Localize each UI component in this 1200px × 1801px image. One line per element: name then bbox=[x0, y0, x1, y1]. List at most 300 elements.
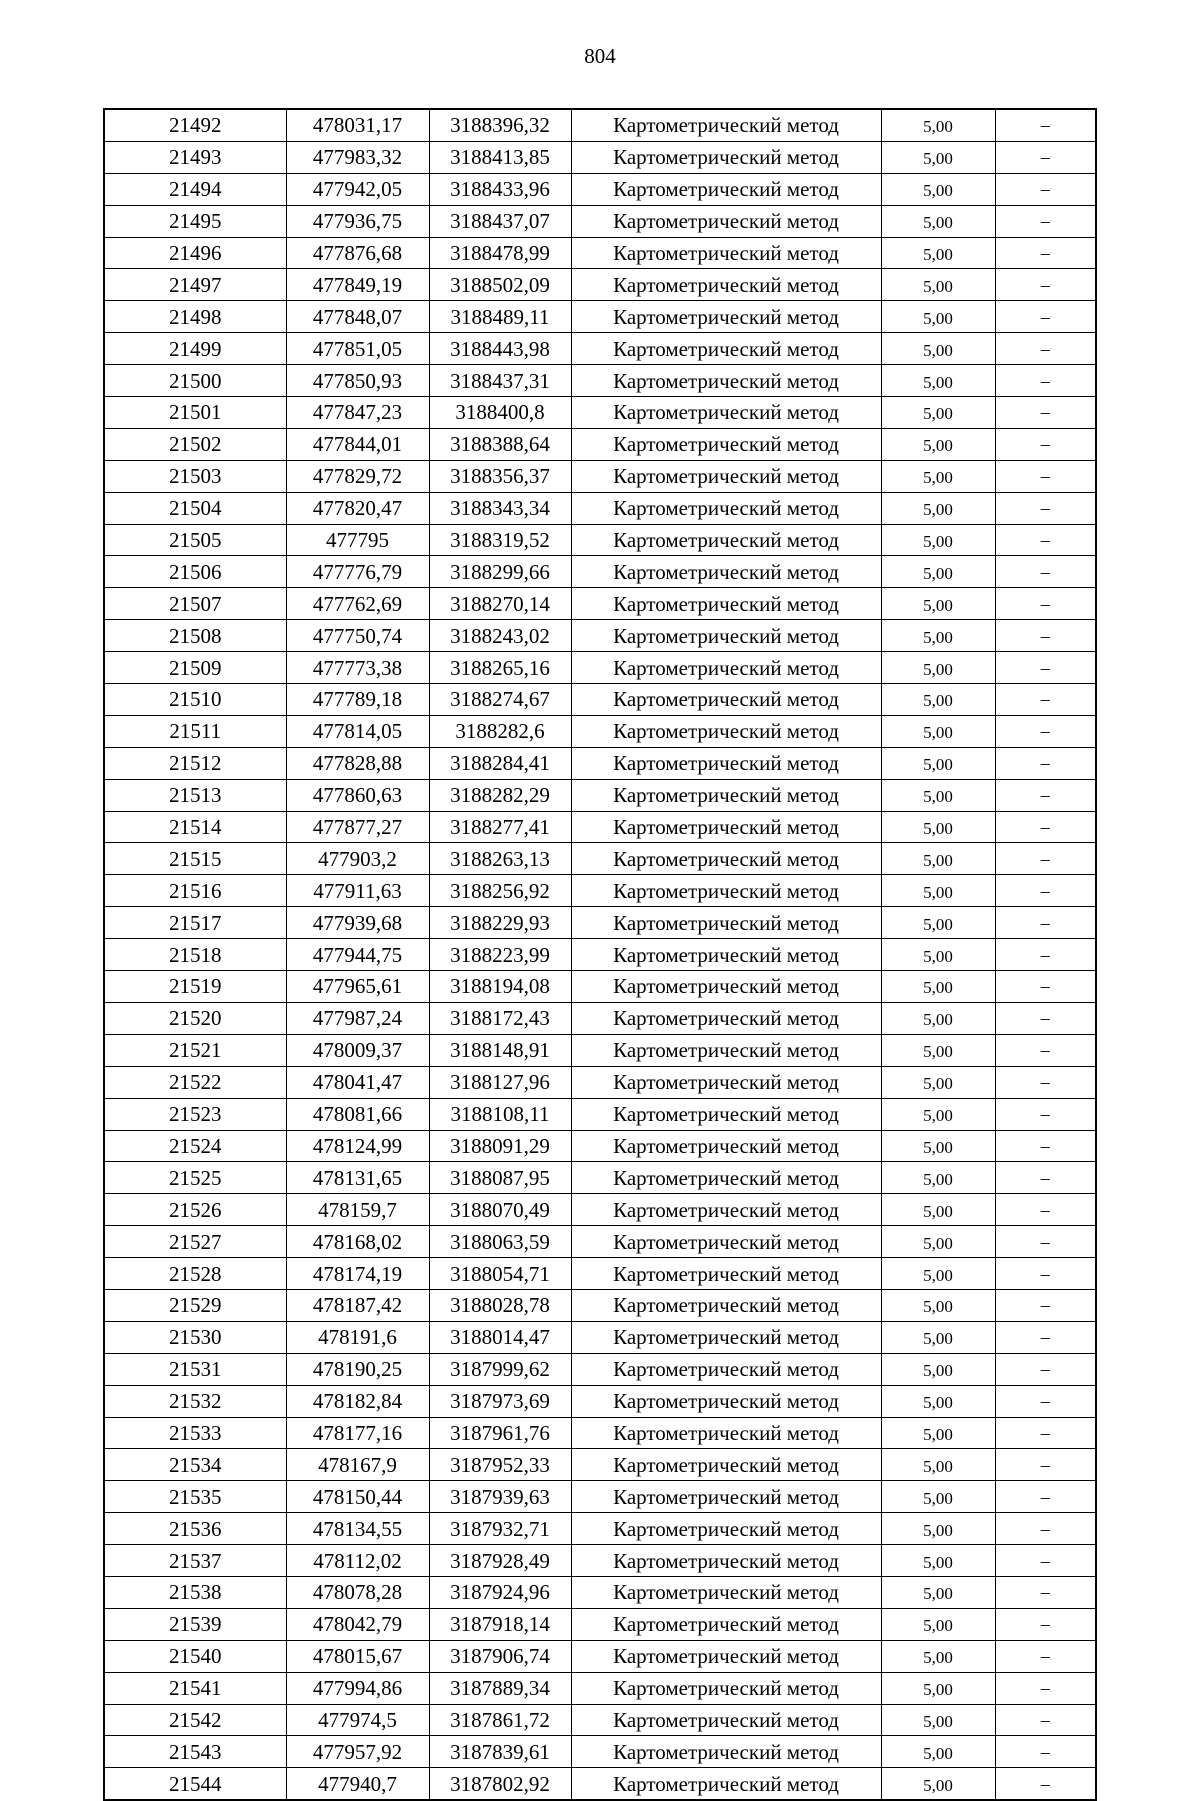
note-cell: – bbox=[995, 1066, 1096, 1098]
table-row bbox=[104, 397, 1096, 429]
note-cell: – bbox=[995, 1353, 1096, 1385]
accuracy-cell: 5,00 bbox=[881, 1002, 995, 1034]
note-cell: – bbox=[995, 1289, 1096, 1321]
point-number-cell: 21531 bbox=[104, 1353, 286, 1385]
y-coordinate-cell: 3188172,43 bbox=[429, 1002, 571, 1034]
x-coordinate-cell: 478041,47 bbox=[286, 1066, 429, 1098]
accuracy-cell: 5,00 bbox=[881, 1258, 995, 1290]
method-cell: Картометрический метод bbox=[571, 1289, 881, 1321]
method-cell: Картометрический метод bbox=[571, 1736, 881, 1768]
point-number-cell: 21507 bbox=[104, 588, 286, 620]
table-row bbox=[104, 939, 1096, 971]
note-cell: – bbox=[995, 1385, 1096, 1417]
accuracy-cell: 5,00 bbox=[881, 109, 995, 141]
point-number-cell: 21535 bbox=[104, 1481, 286, 1513]
note-cell: – bbox=[995, 1704, 1096, 1736]
x-coordinate-cell: 478182,84 bbox=[286, 1385, 429, 1417]
note-cell: – bbox=[995, 1545, 1096, 1577]
method-cell: Картометрический метод bbox=[571, 1608, 881, 1640]
x-coordinate-cell: 478150,44 bbox=[286, 1481, 429, 1513]
point-number-cell: 21513 bbox=[104, 779, 286, 811]
table-row bbox=[104, 907, 1096, 939]
table-row bbox=[104, 109, 1096, 141]
accuracy-cell: 5,00 bbox=[881, 1417, 995, 1449]
method-cell: Картометрический метод bbox=[571, 269, 881, 301]
method-cell: Картометрический метод bbox=[571, 556, 881, 588]
note-cell: – bbox=[995, 684, 1096, 716]
accuracy-cell: 5,00 bbox=[881, 460, 995, 492]
table-row bbox=[104, 1194, 1096, 1226]
note-cell: – bbox=[995, 652, 1096, 684]
point-number-cell: 21502 bbox=[104, 428, 286, 460]
accuracy-cell: 5,00 bbox=[881, 1608, 995, 1640]
x-coordinate-cell: 477750,74 bbox=[286, 620, 429, 652]
point-number-cell: 21495 bbox=[104, 205, 286, 237]
y-coordinate-cell: 3187932,71 bbox=[429, 1513, 571, 1545]
note-cell: – bbox=[995, 1736, 1096, 1768]
x-coordinate-cell: 478042,79 bbox=[286, 1608, 429, 1640]
point-number-cell: 21537 bbox=[104, 1545, 286, 1577]
method-cell: Картометрический метод bbox=[571, 652, 881, 684]
method-cell: Картометрический метод bbox=[571, 971, 881, 1003]
accuracy-cell: 5,00 bbox=[881, 365, 995, 397]
accuracy-cell: 5,00 bbox=[881, 397, 995, 429]
point-number-cell: 21528 bbox=[104, 1258, 286, 1290]
accuracy-cell: 5,00 bbox=[881, 1289, 995, 1321]
accuracy-cell: 5,00 bbox=[881, 1481, 995, 1513]
x-coordinate-cell: 477850,93 bbox=[286, 365, 429, 397]
point-number-cell: 21539 bbox=[104, 1608, 286, 1640]
table-row bbox=[104, 333, 1096, 365]
table-row bbox=[104, 1130, 1096, 1162]
note-cell: – bbox=[995, 556, 1096, 588]
method-cell: Картометрический метод bbox=[571, 684, 881, 716]
accuracy-cell: 5,00 bbox=[881, 1385, 995, 1417]
accuracy-cell: 5,00 bbox=[881, 1545, 995, 1577]
point-number-cell: 21514 bbox=[104, 811, 286, 843]
table-row bbox=[104, 141, 1096, 173]
x-coordinate-cell: 477776,79 bbox=[286, 556, 429, 588]
x-coordinate-cell: 478009,37 bbox=[286, 1034, 429, 1066]
point-number-cell: 21497 bbox=[104, 269, 286, 301]
x-coordinate-cell: 477844,01 bbox=[286, 428, 429, 460]
table-row bbox=[104, 1098, 1096, 1130]
note-cell: – bbox=[995, 1513, 1096, 1545]
note-cell: – bbox=[995, 1640, 1096, 1672]
y-coordinate-cell: 3188265,16 bbox=[429, 652, 571, 684]
accuracy-cell: 5,00 bbox=[881, 269, 995, 301]
accuracy-cell: 5,00 bbox=[881, 779, 995, 811]
y-coordinate-cell: 3188127,96 bbox=[429, 1066, 571, 1098]
point-number-cell: 21493 bbox=[104, 141, 286, 173]
table-row bbox=[104, 524, 1096, 556]
method-cell: Картометрический метод bbox=[571, 907, 881, 939]
accuracy-cell: 5,00 bbox=[881, 684, 995, 716]
table-row bbox=[104, 205, 1096, 237]
method-cell: Картометрический метод bbox=[571, 1162, 881, 1194]
table-row bbox=[104, 588, 1096, 620]
y-coordinate-cell: 3188263,13 bbox=[429, 843, 571, 875]
table-row bbox=[104, 556, 1096, 588]
accuracy-cell: 5,00 bbox=[881, 301, 995, 333]
point-number-cell: 21544 bbox=[104, 1768, 286, 1800]
method-cell: Картометрический метод bbox=[571, 779, 881, 811]
page-number: 804 bbox=[584, 44, 616, 68]
point-number-cell: 21525 bbox=[104, 1162, 286, 1194]
y-coordinate-cell: 3187928,49 bbox=[429, 1545, 571, 1577]
accuracy-cell: 5,00 bbox=[881, 1066, 995, 1098]
point-number-cell: 21503 bbox=[104, 460, 286, 492]
method-cell: Картометрический метод bbox=[571, 1672, 881, 1704]
y-coordinate-cell: 3188343,34 bbox=[429, 492, 571, 524]
accuracy-cell: 5,00 bbox=[881, 1098, 995, 1130]
y-coordinate-cell: 3188270,14 bbox=[429, 588, 571, 620]
table-row bbox=[104, 1417, 1096, 1449]
point-number-cell: 21534 bbox=[104, 1449, 286, 1481]
point-number-cell: 21504 bbox=[104, 492, 286, 524]
note-cell: – bbox=[995, 620, 1096, 652]
method-cell: Картометрический метод bbox=[571, 1449, 881, 1481]
method-cell: Картометрический метод bbox=[571, 1576, 881, 1608]
table-row bbox=[104, 652, 1096, 684]
method-cell: Картометрический метод bbox=[571, 715, 881, 747]
x-coordinate-cell: 478134,55 bbox=[286, 1513, 429, 1545]
point-number-cell: 21511 bbox=[104, 715, 286, 747]
point-number-cell: 21523 bbox=[104, 1098, 286, 1130]
y-coordinate-cell: 3188148,91 bbox=[429, 1034, 571, 1066]
x-coordinate-cell: 477848,07 bbox=[286, 301, 429, 333]
table-row bbox=[104, 875, 1096, 907]
note-cell: – bbox=[995, 397, 1096, 429]
note-cell: – bbox=[995, 747, 1096, 779]
accuracy-cell: 5,00 bbox=[881, 1449, 995, 1481]
y-coordinate-cell: 3188282,6 bbox=[429, 715, 571, 747]
note-cell: – bbox=[995, 1417, 1096, 1449]
y-coordinate-cell: 3187952,33 bbox=[429, 1449, 571, 1481]
x-coordinate-cell: 477762,69 bbox=[286, 588, 429, 620]
table-body bbox=[104, 109, 1096, 1800]
note-cell: – bbox=[995, 141, 1096, 173]
table-row bbox=[104, 1545, 1096, 1577]
note-cell: – bbox=[995, 1481, 1096, 1513]
point-number-cell: 21506 bbox=[104, 556, 286, 588]
method-cell: Картометрический метод bbox=[571, 333, 881, 365]
y-coordinate-cell: 3188108,11 bbox=[429, 1098, 571, 1130]
y-coordinate-cell: 3187924,96 bbox=[429, 1576, 571, 1608]
table-row bbox=[104, 1385, 1096, 1417]
point-number-cell: 21515 bbox=[104, 843, 286, 875]
y-coordinate-cell: 3187973,69 bbox=[429, 1385, 571, 1417]
accuracy-cell: 5,00 bbox=[881, 1704, 995, 1736]
point-number-cell: 21542 bbox=[104, 1704, 286, 1736]
point-number-cell: 21540 bbox=[104, 1640, 286, 1672]
note-cell: – bbox=[995, 428, 1096, 460]
x-coordinate-cell: 477860,63 bbox=[286, 779, 429, 811]
note-cell: – bbox=[995, 811, 1096, 843]
y-coordinate-cell: 3187961,76 bbox=[429, 1417, 571, 1449]
method-cell: Картометрический метод bbox=[571, 1385, 881, 1417]
point-number-cell: 21529 bbox=[104, 1289, 286, 1321]
y-coordinate-cell: 3188443,98 bbox=[429, 333, 571, 365]
table-row bbox=[104, 811, 1096, 843]
accuracy-cell: 5,00 bbox=[881, 1768, 995, 1800]
note-cell: – bbox=[995, 971, 1096, 1003]
accuracy-cell: 5,00 bbox=[881, 333, 995, 365]
x-coordinate-cell: 478168,02 bbox=[286, 1226, 429, 1258]
method-cell: Картометрический метод bbox=[571, 811, 881, 843]
table-row bbox=[104, 843, 1096, 875]
y-coordinate-cell: 3188489,11 bbox=[429, 301, 571, 333]
table-row bbox=[104, 620, 1096, 652]
x-coordinate-cell: 477851,05 bbox=[286, 333, 429, 365]
table-row bbox=[104, 747, 1096, 779]
note-cell: – bbox=[995, 301, 1096, 333]
method-cell: Картометрический метод bbox=[571, 205, 881, 237]
y-coordinate-cell: 3187999,62 bbox=[429, 1353, 571, 1385]
method-cell: Картометрический метод bbox=[571, 1194, 881, 1226]
point-number-cell: 21524 bbox=[104, 1130, 286, 1162]
accuracy-cell: 5,00 bbox=[881, 843, 995, 875]
accuracy-cell: 5,00 bbox=[881, 1640, 995, 1672]
accuracy-cell: 5,00 bbox=[881, 492, 995, 524]
point-number-cell: 21522 bbox=[104, 1066, 286, 1098]
table-row bbox=[104, 1672, 1096, 1704]
method-cell: Картометрический метод bbox=[571, 1704, 881, 1736]
table-row bbox=[104, 428, 1096, 460]
table-row bbox=[104, 365, 1096, 397]
method-cell: Картометрический метод bbox=[571, 620, 881, 652]
accuracy-cell: 5,00 bbox=[881, 237, 995, 269]
note-cell: – bbox=[995, 1034, 1096, 1066]
x-coordinate-cell: 478190,25 bbox=[286, 1353, 429, 1385]
y-coordinate-cell: 3188478,99 bbox=[429, 237, 571, 269]
x-coordinate-cell: 478174,19 bbox=[286, 1258, 429, 1290]
point-number-cell: 21512 bbox=[104, 747, 286, 779]
point-number-cell: 21494 bbox=[104, 173, 286, 205]
x-coordinate-cell: 477849,19 bbox=[286, 269, 429, 301]
y-coordinate-cell: 3188194,08 bbox=[429, 971, 571, 1003]
y-coordinate-cell: 3187918,14 bbox=[429, 1608, 571, 1640]
note-cell: – bbox=[995, 715, 1096, 747]
point-number-cell: 21519 bbox=[104, 971, 286, 1003]
y-coordinate-cell: 3188413,85 bbox=[429, 141, 571, 173]
note-cell: – bbox=[995, 875, 1096, 907]
note-cell: – bbox=[995, 1449, 1096, 1481]
y-coordinate-cell: 3188014,47 bbox=[429, 1321, 571, 1353]
method-cell: Картометрический метод bbox=[571, 109, 881, 141]
table-row bbox=[104, 237, 1096, 269]
accuracy-cell: 5,00 bbox=[881, 524, 995, 556]
accuracy-cell: 5,00 bbox=[881, 556, 995, 588]
table-row bbox=[104, 1258, 1096, 1290]
note-cell: – bbox=[995, 333, 1096, 365]
accuracy-cell: 5,00 bbox=[881, 1034, 995, 1066]
table-row bbox=[104, 1226, 1096, 1258]
y-coordinate-cell: 3188400,8 bbox=[429, 397, 571, 429]
y-coordinate-cell: 3188356,37 bbox=[429, 460, 571, 492]
method-cell: Картометрический метод bbox=[571, 524, 881, 556]
note-cell: – bbox=[995, 365, 1096, 397]
point-number-cell: 21520 bbox=[104, 1002, 286, 1034]
point-number-cell: 21496 bbox=[104, 237, 286, 269]
point-number-cell: 21517 bbox=[104, 907, 286, 939]
method-cell: Картометрический метод bbox=[571, 1066, 881, 1098]
method-cell: Картометрический метод bbox=[571, 460, 881, 492]
accuracy-cell: 5,00 bbox=[881, 1321, 995, 1353]
y-coordinate-cell: 3188091,29 bbox=[429, 1130, 571, 1162]
y-coordinate-cell: 3187861,72 bbox=[429, 1704, 571, 1736]
x-coordinate-cell: 477903,2 bbox=[286, 843, 429, 875]
x-coordinate-cell: 477795 bbox=[286, 524, 429, 556]
x-coordinate-cell: 477957,92 bbox=[286, 1736, 429, 1768]
table-row bbox=[104, 1162, 1096, 1194]
method-cell: Картометрический метод bbox=[571, 237, 881, 269]
method-cell: Картометрический метод bbox=[571, 875, 881, 907]
table-row bbox=[104, 971, 1096, 1003]
point-number-cell: 21543 bbox=[104, 1736, 286, 1768]
note-cell: – bbox=[995, 588, 1096, 620]
method-cell: Картометрический метод bbox=[571, 1258, 881, 1290]
table-row bbox=[104, 1002, 1096, 1034]
point-number-cell: 21530 bbox=[104, 1321, 286, 1353]
point-number-cell: 21533 bbox=[104, 1417, 286, 1449]
method-cell: Картометрический метод bbox=[571, 1417, 881, 1449]
y-coordinate-cell: 3188437,31 bbox=[429, 365, 571, 397]
x-coordinate-cell: 477828,88 bbox=[286, 747, 429, 779]
accuracy-cell: 5,00 bbox=[881, 971, 995, 1003]
method-cell: Картометрический метод bbox=[571, 1481, 881, 1513]
accuracy-cell: 5,00 bbox=[881, 1736, 995, 1768]
x-coordinate-cell: 477944,75 bbox=[286, 939, 429, 971]
note-cell: – bbox=[995, 1768, 1096, 1800]
x-coordinate-cell: 478167,9 bbox=[286, 1449, 429, 1481]
note-cell: – bbox=[995, 843, 1096, 875]
y-coordinate-cell: 3188274,67 bbox=[429, 684, 571, 716]
method-cell: Картометрический метод bbox=[571, 843, 881, 875]
y-coordinate-cell: 3188223,99 bbox=[429, 939, 571, 971]
x-coordinate-cell: 477983,32 bbox=[286, 141, 429, 173]
note-cell: – bbox=[995, 460, 1096, 492]
table-row bbox=[104, 779, 1096, 811]
table-row bbox=[104, 1353, 1096, 1385]
y-coordinate-cell: 3188388,64 bbox=[429, 428, 571, 460]
note-cell: – bbox=[995, 1002, 1096, 1034]
x-coordinate-cell: 477876,68 bbox=[286, 237, 429, 269]
note-cell: – bbox=[995, 237, 1096, 269]
table-row bbox=[104, 269, 1096, 301]
method-cell: Картометрический метод bbox=[571, 1130, 881, 1162]
table-row bbox=[104, 1034, 1096, 1066]
x-coordinate-cell: 477829,72 bbox=[286, 460, 429, 492]
x-coordinate-cell: 477820,47 bbox=[286, 492, 429, 524]
method-cell: Картометрический метод bbox=[571, 1545, 881, 1577]
y-coordinate-cell: 3188299,66 bbox=[429, 556, 571, 588]
accuracy-cell: 5,00 bbox=[881, 173, 995, 205]
table-row bbox=[104, 1608, 1096, 1640]
point-number-cell: 21501 bbox=[104, 397, 286, 429]
accuracy-cell: 5,00 bbox=[881, 620, 995, 652]
point-number-cell: 21510 bbox=[104, 684, 286, 716]
point-number-cell: 21532 bbox=[104, 1385, 286, 1417]
note-cell: – bbox=[995, 1130, 1096, 1162]
x-coordinate-cell: 477789,18 bbox=[286, 684, 429, 716]
y-coordinate-cell: 3188028,78 bbox=[429, 1289, 571, 1321]
note-cell: – bbox=[995, 1258, 1096, 1290]
point-number-cell: 21541 bbox=[104, 1672, 286, 1704]
x-coordinate-cell: 477940,7 bbox=[286, 1768, 429, 1800]
table-row bbox=[104, 460, 1096, 492]
accuracy-cell: 5,00 bbox=[881, 428, 995, 460]
table-row bbox=[104, 1576, 1096, 1608]
table-row bbox=[104, 492, 1096, 524]
point-number-cell: 21498 bbox=[104, 301, 286, 333]
accuracy-cell: 5,00 bbox=[881, 588, 995, 620]
method-cell: Картометрический метод bbox=[571, 365, 881, 397]
method-cell: Картометрический метод bbox=[571, 141, 881, 173]
point-number-cell: 21499 bbox=[104, 333, 286, 365]
table-row bbox=[104, 301, 1096, 333]
table-row bbox=[104, 684, 1096, 716]
method-cell: Картометрический метод bbox=[571, 1002, 881, 1034]
y-coordinate-cell: 3188063,59 bbox=[429, 1226, 571, 1258]
table-row bbox=[104, 1066, 1096, 1098]
note-cell: – bbox=[995, 779, 1096, 811]
y-coordinate-cell: 3188277,41 bbox=[429, 811, 571, 843]
y-coordinate-cell: 3188070,49 bbox=[429, 1194, 571, 1226]
y-coordinate-cell: 3188396,32 bbox=[429, 109, 571, 141]
table-row bbox=[104, 1289, 1096, 1321]
accuracy-cell: 5,00 bbox=[881, 1672, 995, 1704]
y-coordinate-cell: 3187839,61 bbox=[429, 1736, 571, 1768]
x-coordinate-cell: 477773,38 bbox=[286, 652, 429, 684]
x-coordinate-cell: 477847,23 bbox=[286, 397, 429, 429]
x-coordinate-cell: 478187,42 bbox=[286, 1289, 429, 1321]
accuracy-cell: 5,00 bbox=[881, 1194, 995, 1226]
note-cell: – bbox=[995, 109, 1096, 141]
accuracy-cell: 5,00 bbox=[881, 1576, 995, 1608]
method-cell: Картометрический метод bbox=[571, 939, 881, 971]
y-coordinate-cell: 3187889,34 bbox=[429, 1672, 571, 1704]
table-row bbox=[104, 173, 1096, 205]
x-coordinate-cell: 477939,68 bbox=[286, 907, 429, 939]
y-coordinate-cell: 3188229,93 bbox=[429, 907, 571, 939]
point-number-cell: 21521 bbox=[104, 1034, 286, 1066]
note-cell: – bbox=[995, 1608, 1096, 1640]
method-cell: Картометрический метод bbox=[571, 173, 881, 205]
method-cell: Картометрический метод bbox=[571, 747, 881, 779]
y-coordinate-cell: 3188087,95 bbox=[429, 1162, 571, 1194]
method-cell: Картометрический метод bbox=[571, 301, 881, 333]
method-cell: Картометрический метод bbox=[571, 1098, 881, 1130]
note-cell: – bbox=[995, 492, 1096, 524]
x-coordinate-cell: 477877,27 bbox=[286, 811, 429, 843]
y-coordinate-cell: 3188243,02 bbox=[429, 620, 571, 652]
method-cell: Картометрический метод bbox=[571, 492, 881, 524]
x-coordinate-cell: 478131,65 bbox=[286, 1162, 429, 1194]
x-coordinate-cell: 477965,61 bbox=[286, 971, 429, 1003]
y-coordinate-cell: 3188256,92 bbox=[429, 875, 571, 907]
y-coordinate-cell: 3188433,96 bbox=[429, 173, 571, 205]
x-coordinate-cell: 477987,24 bbox=[286, 1002, 429, 1034]
note-cell: – bbox=[995, 1162, 1096, 1194]
point-number-cell: 21526 bbox=[104, 1194, 286, 1226]
note-cell: – bbox=[995, 524, 1096, 556]
table-row bbox=[104, 1513, 1096, 1545]
point-number-cell: 21516 bbox=[104, 875, 286, 907]
note-cell: – bbox=[995, 939, 1096, 971]
point-number-cell: 21527 bbox=[104, 1226, 286, 1258]
point-number-cell: 21500 bbox=[104, 365, 286, 397]
